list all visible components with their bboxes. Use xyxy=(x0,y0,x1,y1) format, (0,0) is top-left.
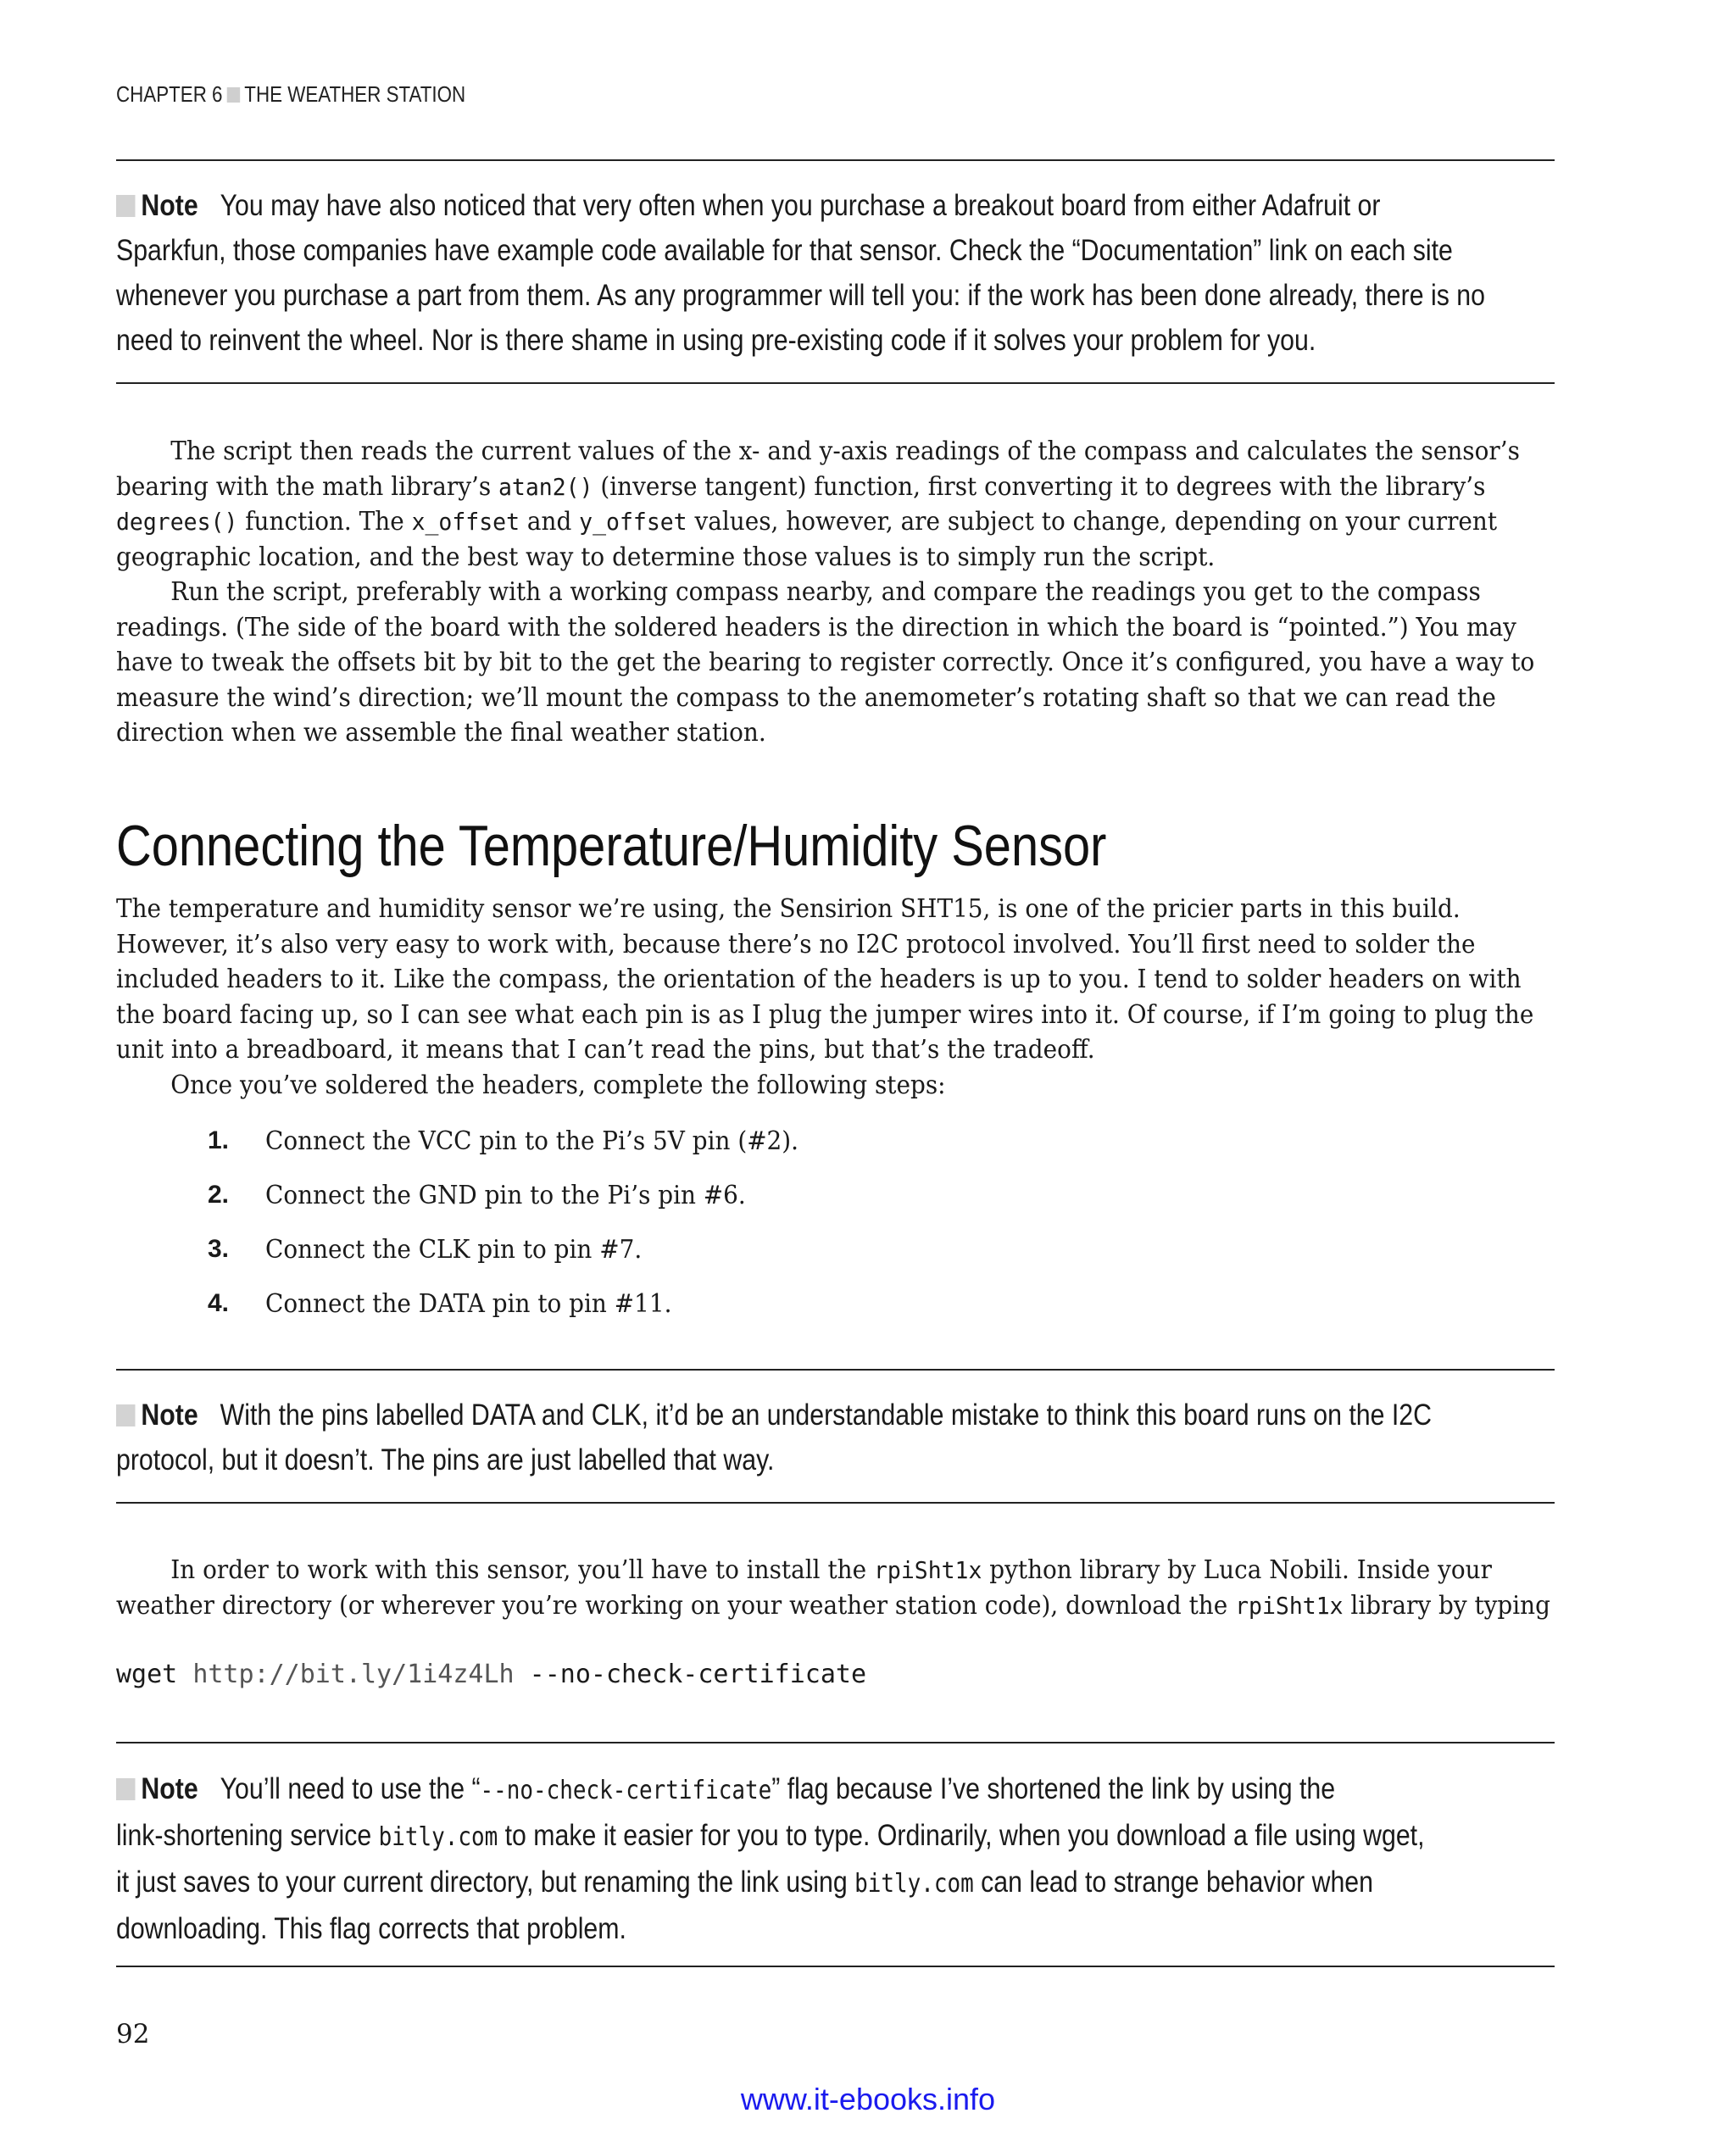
step-number: 4. xyxy=(208,1289,230,1317)
para3-line: However, it’s also very easy to work with, because there’s no I2C protocol involved. You’ll first need to solder the xyxy=(116,929,1476,959)
note3-bottom-rule xyxy=(116,1966,1555,1967)
para4-line: Once you’ve soldered the headers, complete the following steps: xyxy=(170,1070,946,1099)
note3-label: Note xyxy=(141,1772,198,1805)
note1-line: need to reinvent the wheel. Nor is there shame in using pre-existing code if it solves your problem for you. xyxy=(116,324,1316,357)
note2-line: With the pins labelled DATA and CLK, it’d be an understandable mistake to think this board runs on the I2C xyxy=(220,1399,1432,1432)
step-number: 2. xyxy=(208,1181,230,1209)
para1-line: geographic location, and the best way to determine those values is to simply run the script. xyxy=(116,542,1216,571)
step-text: Connect the GND pin to the Pi’s pin #6. xyxy=(265,1181,746,1210)
inline-code: degrees() xyxy=(116,508,238,536)
para2-line: Run the script, preferably with a working compass nearby, and compare the readings you get to the compass xyxy=(170,577,1481,606)
chapter-label: CHAPTER 6 xyxy=(116,81,223,107)
code-url: http://bit.ly/1i4z4Lh xyxy=(192,1660,515,1689)
note2-line: protocol, but it doesn’t. The pins are just labelled that way. xyxy=(116,1443,775,1476)
note1-line: whenever you purchase a part from them. As any programmer will tell you: if the work has been done already, there is no xyxy=(116,279,1485,312)
code-command xyxy=(116,1660,866,1689)
step-text: Connect the DATA pin to pin #11. xyxy=(265,1289,672,1318)
note2-label: Note xyxy=(141,1399,198,1432)
note3-top-rule xyxy=(116,1742,1555,1743)
section-heading: Connecting the Temperature/Humidity Sensor xyxy=(116,814,1107,878)
para1-line: degrees() function. The x_offset and y_offset values, however, are subject to change, depending on your current xyxy=(116,507,1498,536)
inline-code: atan2() xyxy=(498,472,593,501)
inline-code: --no-check-certificate xyxy=(480,1776,772,1805)
note2-top-rule xyxy=(116,1369,1555,1371)
para3-line: unit into a breadboard, it means that I can’t read the pins, but that’s the tradeoff. xyxy=(116,1035,1095,1064)
para3-line: the board facing up, so I can see what each pin is as I plug the jumper wires into it. Of course, if I’m going to plug the xyxy=(116,999,1534,1029)
note3-line: it just saves to your current directory, but renaming the link using bitly.com can lead to strange behavior when xyxy=(116,1866,1373,1899)
code-cmd: wget xyxy=(116,1660,178,1689)
note3-box: Note You’ll need to use the “--no-check-certificate” flag because I’ve shortened the link by using the link-shortening service bitly.com to make it easier for you to type. Ordinarily, when you download a file using wget, it just saves to your current directory, but renaming the link using bitly.com can lead to strange behavior when downloading. This flag corrects that problem. xyxy=(116,1766,1555,1951)
install-paragraph xyxy=(116,1553,1557,1623)
page-number: 92 xyxy=(116,2019,150,2049)
compass-paragraphs xyxy=(116,434,1557,751)
note-square-icon xyxy=(116,195,135,217)
para3-line: included headers to it. Like the compass, the orientation of the headers is up to you. I tend to solder headers on with xyxy=(116,965,1522,993)
footer-link[interactable]: www.it-ebooks.info xyxy=(740,2082,996,2116)
para5-line: In order to work with this sensor, you’ll have to install the rpiSht1x python library by Luca Nobili. Inside your xyxy=(170,1555,1492,1584)
note3-line: link-shortening service bitly.com to make it easier for you to type. Ordinarily, when you download a file using wget, xyxy=(116,1819,1425,1852)
note3-line: downloading. This flag corrects that problem. xyxy=(116,1912,626,1945)
inline-code: bitly.com xyxy=(854,1869,974,1899)
sensor-paragraphs xyxy=(116,892,1557,1103)
para2-line: have to tweak the offsets bit by bit to the get the bearing to register correctly. Once it’s configured, you have a way to xyxy=(116,648,1535,676)
separator-square-icon xyxy=(227,87,240,103)
para1-line: The script then reads the current values of the x- and y-axis readings of the compass and calculates the sensor’s xyxy=(170,437,1520,465)
para2-line: measure the wind’s direction; we’ll mount the compass to the anemometer’s rotating shaft so that we can read the xyxy=(116,682,1496,712)
note2-box xyxy=(116,1393,1555,1482)
note1-line: Sparkfun, those companies have example code available for that sensor. Check the “Documentation” link on each site xyxy=(116,234,1453,267)
para5-line: weather directory (or wherever you’re working on your weather station code), download the rpiSht1x library by typing xyxy=(116,1590,1550,1620)
note-square-icon xyxy=(116,1778,135,1800)
step-text: Connect the VCC pin to the Pi’s 5V pin (#2). xyxy=(265,1126,799,1155)
inline-code: rpiSht1x xyxy=(873,1556,982,1584)
inline-code: x_offset xyxy=(411,508,520,536)
note1-label: Note xyxy=(141,189,198,222)
running-head xyxy=(116,81,465,108)
code-flag: --no-check-certificate xyxy=(529,1660,867,1689)
para2-line: readings. (The side of the board with the soldered headers is the direction in which the board is “pointed.”) You may xyxy=(116,612,1516,642)
para3-line: The temperature and humidity sensor we’re using, the Sensirion SHT15, is one of the pricier parts in this build. xyxy=(116,894,1461,923)
inline-code: y_offset xyxy=(579,508,687,536)
para2-line: direction when we assemble the final weather station. xyxy=(116,718,766,747)
para1-line: bearing with the math library’s atan2() (inverse tangent) function, first converting it to degrees with the library’s xyxy=(116,471,1486,501)
step-number: 3. xyxy=(208,1235,230,1263)
note1-line: You may have also noticed that very often when you purchase a breakout board from either Adafruit or xyxy=(220,189,1381,222)
note1-top-rule xyxy=(116,159,1555,161)
step-number: 1. xyxy=(208,1126,230,1154)
chapter-title: THE WEATHER STATION xyxy=(244,81,466,107)
note2-bottom-rule xyxy=(116,1502,1555,1504)
step-text: Connect the CLK pin to pin #7. xyxy=(265,1235,643,1264)
note1-box xyxy=(116,183,1555,363)
note1-bottom-rule xyxy=(116,382,1555,384)
inline-code: rpiSht1x xyxy=(1235,1591,1344,1620)
note-square-icon xyxy=(116,1404,135,1426)
inline-code: bitly.com xyxy=(378,1822,498,1852)
